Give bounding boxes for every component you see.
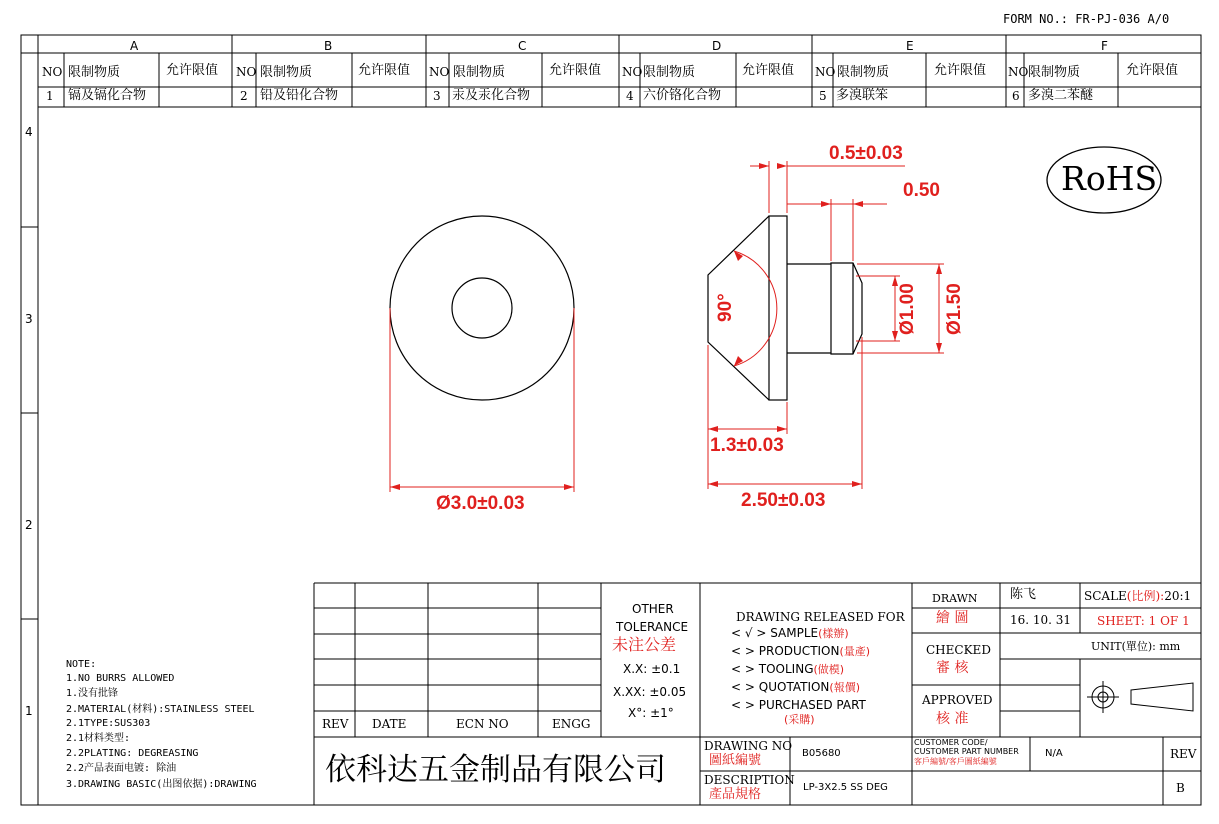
form-number: FORM NO.: FR-PJ-036 A/0 <box>1003 12 1170 26</box>
note-line: 2.1TYPE:SUS303 <box>66 718 151 729</box>
drawing-no-label: DRAWING NO <box>704 739 793 753</box>
header-limit: 允许限值 <box>742 63 795 78</box>
tolerance-title: OTHER <box>632 602 674 616</box>
column-label: A <box>130 39 139 53</box>
drawn-by: 陈飞 <box>1010 587 1037 602</box>
tolerance-xx: X.X: ±0.1 <box>623 662 681 676</box>
unit <box>1091 641 1180 652</box>
release-mark: < √ > <box>731 626 767 640</box>
dim-head-thickness: 0.5±0.03 <box>829 143 903 164</box>
customer-label-cn: 客戶編號/客戶圖紙編號 <box>914 757 997 766</box>
substance-no: 1 <box>46 89 54 103</box>
header-limit: 允许限值 <box>934 63 987 78</box>
release-mark: < > <box>731 644 755 658</box>
substance-no: 4 <box>626 89 634 103</box>
note-line: 1.NO BURRS ALLOWED <box>66 673 175 684</box>
checked-label-cn: 審 核 <box>936 660 969 676</box>
release-label-cn: (報價) <box>829 681 860 694</box>
release-label: PRODUCTION <box>758 644 840 658</box>
scale-label: SCALE <box>1084 589 1127 603</box>
drawing-no-label-cn: 圖紙編號 <box>709 753 762 768</box>
release-label-cn: (樣辦) <box>818 627 849 640</box>
header-limit: 允许限值 <box>358 63 411 78</box>
dimension-arrows <box>390 163 942 490</box>
drawn-label-cn: 繪 圖 <box>936 610 969 626</box>
release-item-quotation[interactable] <box>731 681 860 693</box>
release-mark: < > <box>731 698 755 712</box>
release-item-sample[interactable] <box>731 627 849 639</box>
note-line: 2.2产品表面电镀: 除油 <box>66 763 177 774</box>
front-view <box>390 216 574 400</box>
note-line: 1.没有批锋 <box>66 688 119 699</box>
drawing-no-value: B05680 <box>802 748 841 759</box>
column-label: D <box>712 39 722 53</box>
column-label: F <box>1101 39 1108 53</box>
header-limit: 允许限值 <box>1126 63 1179 78</box>
customer-label: CUSTOMER PART NUMBER <box>914 747 1019 756</box>
header-substance: 限制物质 <box>1028 65 1081 80</box>
header-substance: 限制物质 <box>643 65 696 80</box>
row-label: 3 <box>25 312 33 326</box>
release-item-tooling[interactable] <box>731 663 844 675</box>
tolerance-title-cn: 未注公差 <box>612 635 677 654</box>
dim-total-length: 2.50±0.03 <box>741 490 826 511</box>
unit-label: UNIT(單位): <box>1091 640 1156 653</box>
row-label: 1 <box>25 704 33 718</box>
header-substance: 限制物质 <box>453 65 506 80</box>
substance-no: 3 <box>433 89 441 103</box>
date-header: DATE <box>372 717 407 731</box>
approved-label-cn: 核 准 <box>936 711 969 727</box>
release-label: PURCHASED PART <box>758 698 866 712</box>
header-no: NO <box>429 65 450 79</box>
column-label: B <box>324 39 333 53</box>
note-line: 3.DRAWING BASIC(出图依据):DRAWING <box>66 779 257 790</box>
dim-pin-diameter: Ø1.00 <box>897 283 918 335</box>
header-limit: 允许限值 <box>166 63 219 78</box>
header-substance: 限制物质 <box>68 65 121 80</box>
header-no: NO <box>1008 65 1029 79</box>
engg-header: ENGG <box>552 717 591 731</box>
header-no: NO <box>815 65 836 79</box>
release-label-cn: (做模) <box>813 663 845 676</box>
dimension-lines <box>390 161 944 492</box>
company-name: 依科达五金制品有限公司 <box>325 752 666 788</box>
description-label-cn: 產品規格 <box>709 787 762 802</box>
header-substance: 限制物质 <box>260 65 313 80</box>
header-no: NO <box>42 65 63 79</box>
release-label-cn: (量產) <box>839 645 871 658</box>
release-label-cn: (采購) <box>784 713 815 726</box>
dim-head-length: 1.3±0.03 <box>710 435 784 456</box>
substance-name: 镉及镉化合物 <box>68 88 147 103</box>
scale <box>1084 590 1191 602</box>
description-label: DESCRIPTION <box>704 773 795 787</box>
release-mark: < > <box>731 680 755 694</box>
projection-symbol <box>1087 681 1193 713</box>
release-label: QUOTATION <box>758 680 830 694</box>
dim-angle: 90° <box>715 293 736 322</box>
rev-label: REV <box>1170 747 1197 761</box>
row-label: 4 <box>25 125 33 139</box>
substance-name: 铅及铅化合物 <box>260 88 339 103</box>
rohs-mark: RoHS <box>1061 159 1158 198</box>
column-label: E <box>906 39 914 53</box>
substance-name: 六价铬化合物 <box>643 88 722 103</box>
rev-header: REV <box>322 717 349 731</box>
column-label: C <box>518 39 527 53</box>
drawing-frame <box>21 35 1201 805</box>
ecn-header: ECN NO <box>456 717 509 731</box>
scale-label-cn: (比例): <box>1126 589 1165 603</box>
scale-value: 20:1 <box>1164 589 1192 603</box>
release-title: DRAWING RELEASED FOR <box>736 610 905 624</box>
substance-name: 多溴二苯醚 <box>1028 88 1094 103</box>
sheet: SHEET: 1 OF 1 <box>1097 614 1190 628</box>
tolerance-xxx: X.XX: ±0.05 <box>613 685 687 699</box>
drawn-label: DRAWN <box>932 592 978 605</box>
rev-value: B <box>1176 781 1185 795</box>
unit-value: mm <box>1159 640 1181 653</box>
dim-gap: 0.50 <box>903 180 940 201</box>
note-line: NOTE: <box>66 659 97 670</box>
tolerance-angle: X°: ±1° <box>628 706 674 720</box>
note-line: 2.1材料类型: <box>66 733 131 744</box>
release-item-purchased[interactable] <box>731 699 866 711</box>
substance-no: 6 <box>1012 89 1020 103</box>
note-line: 2.MATERIAL(材料):STAINLESS STEEL <box>66 704 255 715</box>
dim-outer-diameter: Ø3.0±0.03 <box>436 493 525 514</box>
row-label: 2 <box>25 518 33 532</box>
approved-label: APPROVED <box>922 693 993 707</box>
release-mark: < > <box>731 662 755 676</box>
substance-name: 多溴联笨 <box>836 88 889 103</box>
substance-name: 汞及汞化合物 <box>452 88 531 103</box>
customer-value: N/A <box>1045 748 1063 759</box>
header-limit: 允许限值 <box>549 63 602 78</box>
customer-label: CUSTOMER CODE/ <box>914 738 988 747</box>
note-line: 2.2PLATING: DEGREASING <box>66 748 199 759</box>
header-substance: 限制物质 <box>837 65 890 80</box>
tolerance-title: TOLERANCE <box>616 620 689 634</box>
substance-no: 2 <box>240 89 248 103</box>
dim-mid-diameter: Ø1.50 <box>944 283 965 335</box>
description-value: LP-3X2.5 SS DEG <box>803 782 888 793</box>
substance-no: 5 <box>819 89 827 103</box>
header-no: NO <box>622 65 643 79</box>
release-item-production[interactable] <box>731 645 870 657</box>
checked-label: CHECKED <box>926 643 991 657</box>
drawn-date: 16. 10. 31 <box>1010 613 1072 627</box>
release-label: TOOLING <box>758 662 814 676</box>
release-label: SAMPLE <box>770 626 819 640</box>
header-no: NO <box>236 65 257 79</box>
